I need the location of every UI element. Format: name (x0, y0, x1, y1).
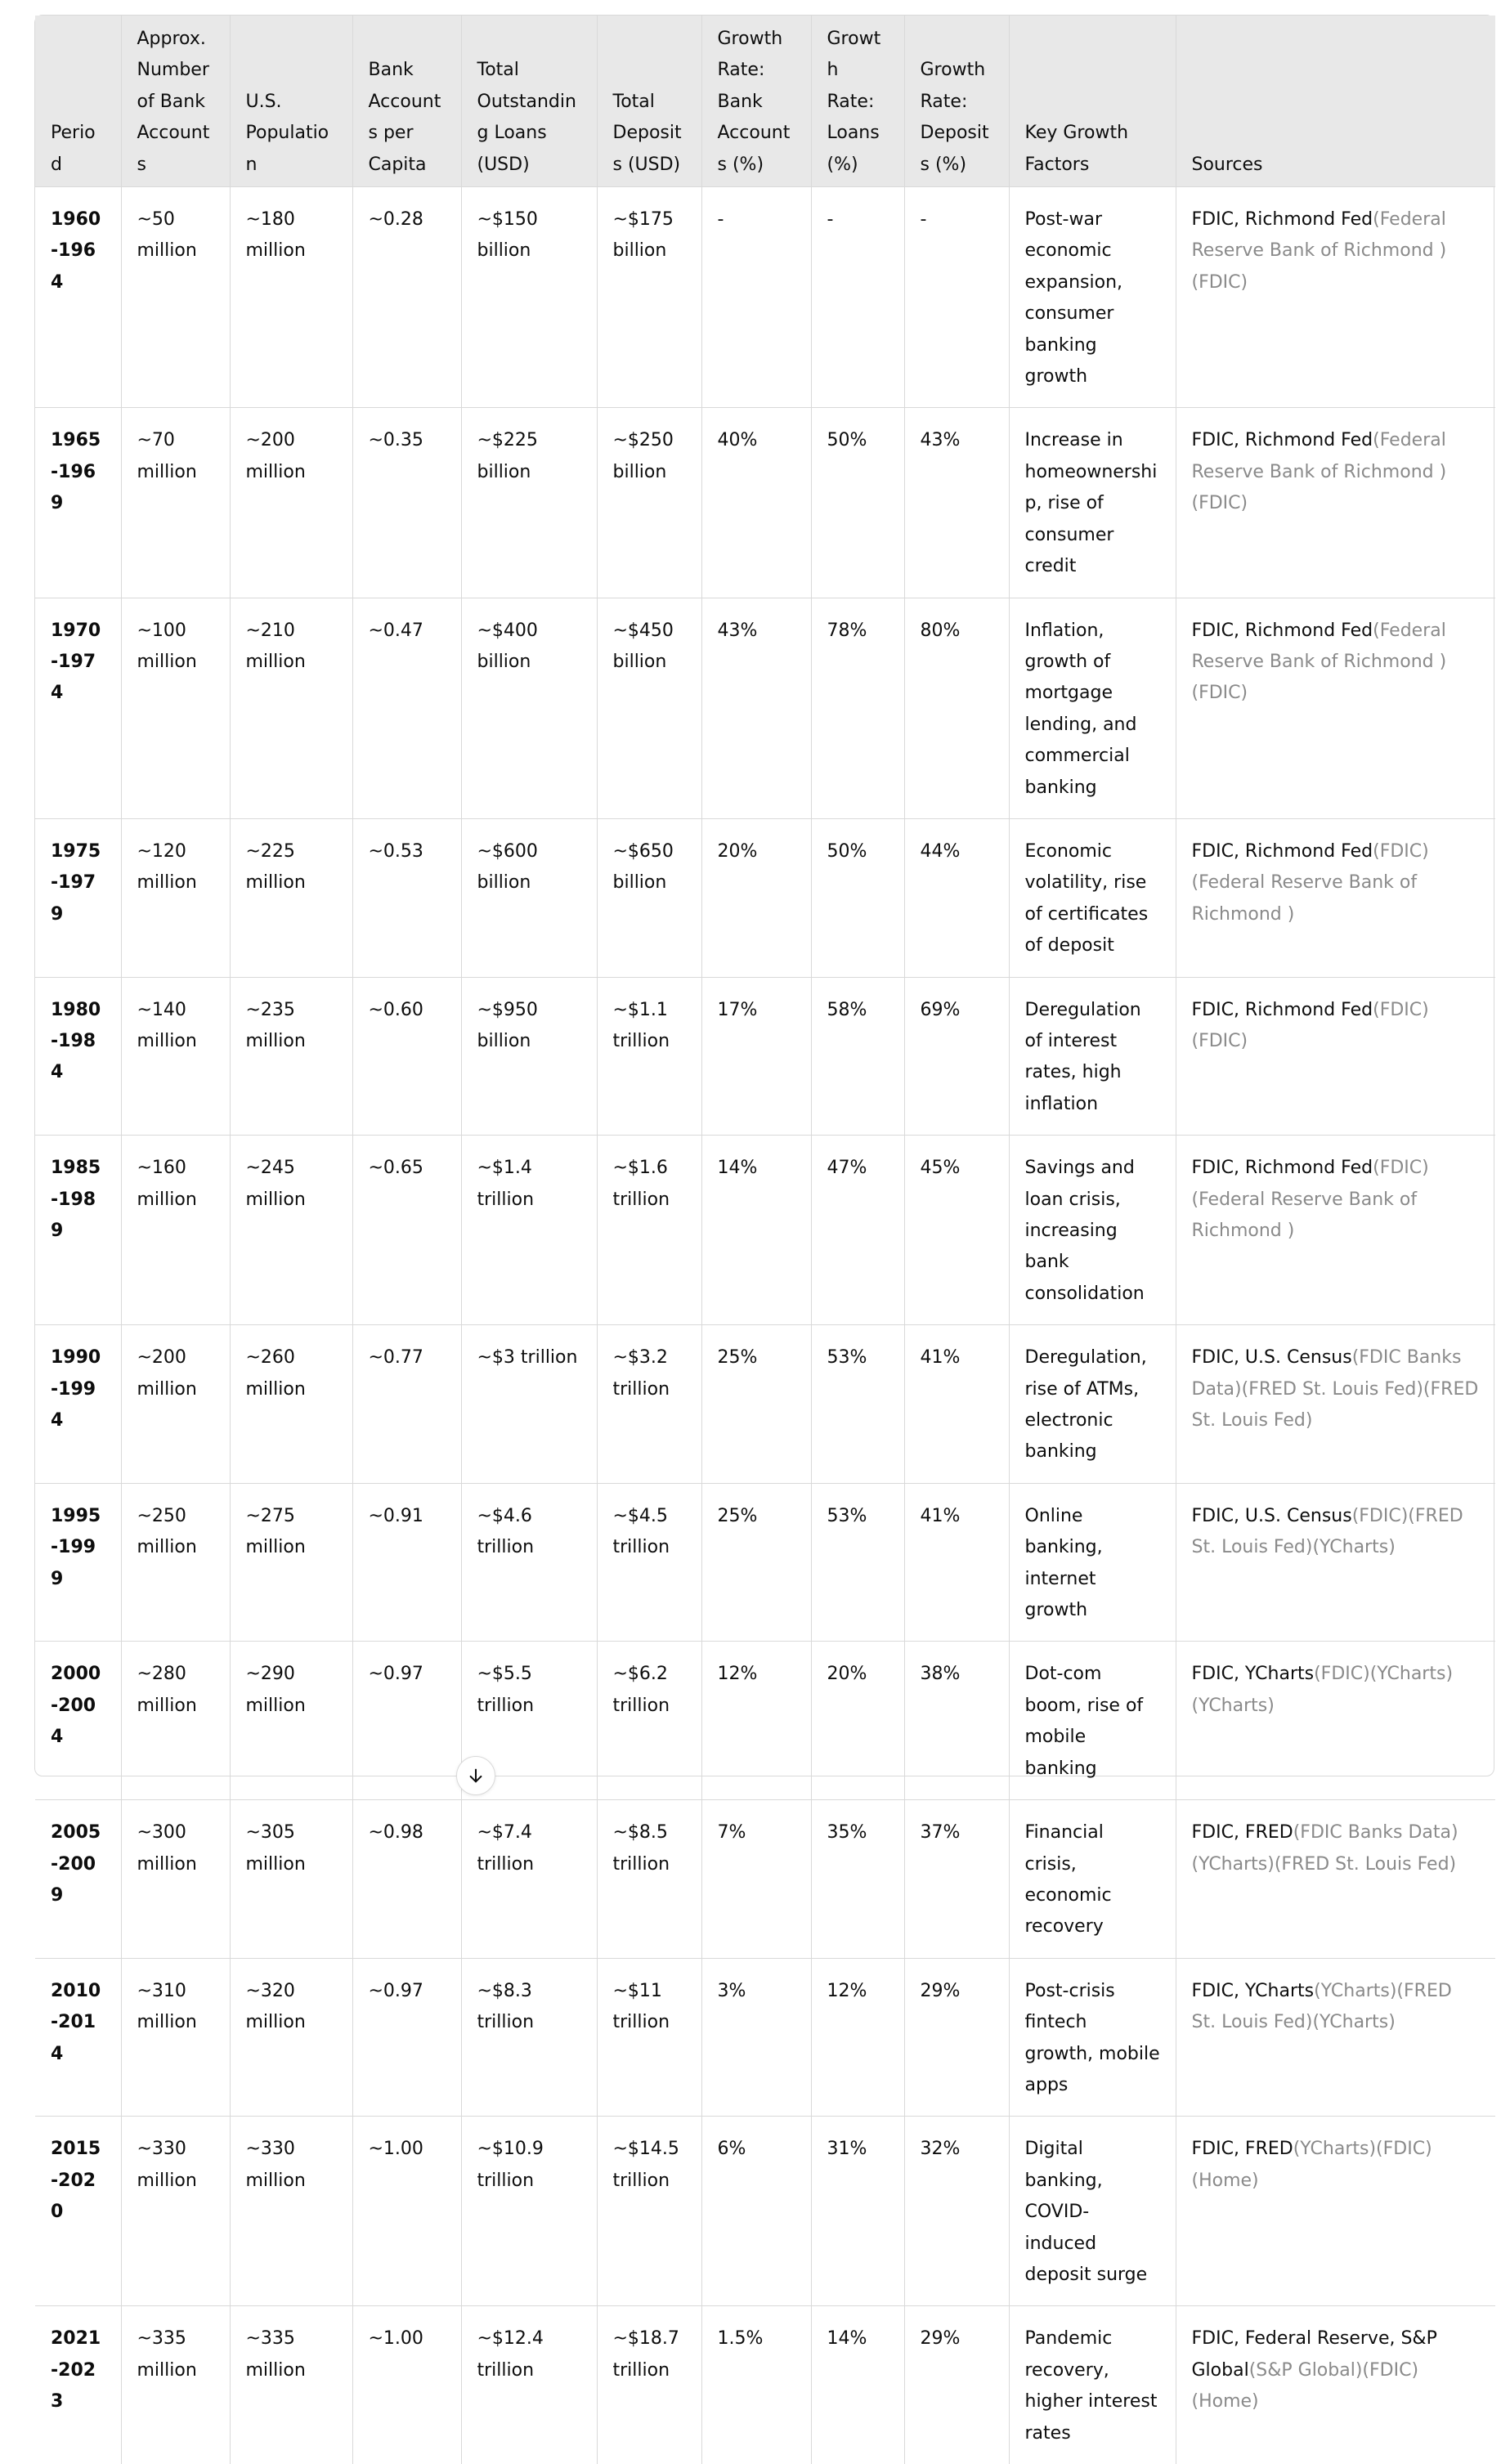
cell-period: 2005-2009 (35, 1800, 121, 1959)
source-name: FDIC, FRED (1191, 1822, 1293, 1844)
col-header-growth-accounts: Growth Rate: Bank Accounts (%) (701, 16, 811, 187)
cell-growth-accounts: 43% (701, 598, 811, 818)
cell-growth-accounts: 1.5% (701, 2306, 811, 2464)
cell-population: ~180 million (230, 187, 352, 408)
table-row (35, 1136, 1495, 1325)
col-header-accounts: Approx. Number of Bank Accounts (121, 16, 230, 187)
cell-sources (1176, 1136, 1495, 1325)
cell-per-capita: ~0.35 (352, 408, 461, 598)
cell-population: ~305 million (230, 1800, 352, 1959)
cell-growth-deposits: 29% (904, 1958, 1009, 2117)
cell-period: 2010-2014 (35, 1958, 121, 2117)
cell-period: 1980-1984 (35, 977, 121, 1136)
source-name: FDIC, Richmond Fed (1191, 840, 1373, 862)
cell-growth-deposits: - (904, 187, 1009, 408)
cell-growth-accounts: 25% (701, 1325, 811, 1484)
cell-growth-accounts: 40% (701, 408, 811, 598)
col-header-growth-deposits: Growth Rate: Deposits (%) (904, 16, 1009, 187)
cell-period: 1960-1964 (35, 187, 121, 408)
source-name: FDIC, Richmond Fed (1191, 209, 1373, 231)
source-name: FDIC, Richmond Fed (1191, 620, 1373, 641)
cell-factors: Inflation, growth of mortgage lending, and commercial banking (1009, 598, 1176, 818)
cell-growth-deposits: 37% (904, 1800, 1009, 1959)
table-row (35, 1642, 1495, 1800)
cell-growth-loans: 50% (811, 818, 904, 977)
source-name: FDIC, U.S. Census (1191, 1347, 1352, 1369)
col-header-deposits: Total Deposits (USD) (597, 16, 701, 187)
source-name: FDIC, FRED (1191, 2139, 1293, 2160)
cell-growth-loans: 14% (811, 2306, 904, 2464)
cell-per-capita: ~0.97 (352, 1642, 461, 1800)
table-row (35, 1325, 1495, 1484)
cell-loans: ~$5.5 trillion (461, 1642, 597, 1800)
cell-sources (1176, 187, 1495, 408)
cell-accounts: ~50 million (121, 187, 230, 408)
cell-period: 1995-1999 (35, 1483, 121, 1642)
cell-sources (1176, 1642, 1495, 1800)
source-name: FDIC, YCharts (1191, 1664, 1315, 1685)
cell-loans: ~$400 billion (461, 598, 597, 818)
cell-growth-accounts: 7% (701, 1800, 811, 1959)
cell-population: ~330 million (230, 2117, 352, 2306)
cell-factors: Economic volatility, rise of certificates of deposit (1009, 818, 1176, 977)
cell-growth-deposits: 32% (904, 2117, 1009, 2306)
cell-loans: ~$12.4 trillion (461, 2306, 597, 2464)
cell-population: ~335 million (230, 2306, 352, 2464)
cell-accounts: ~140 million (121, 977, 230, 1136)
cell-factors: Deregulation of interest rates, high inflation (1009, 977, 1176, 1136)
source-citation-link[interactable]: (Federal Reserve Bank of Richmond )(FDIC) (1191, 209, 1447, 293)
cell-population: ~320 million (230, 1958, 352, 2117)
source-citation-link[interactable]: (YCharts)(FRED St. Louis Fed)(YCharts) (1191, 1980, 1452, 2033)
table-header-row (35, 16, 1495, 187)
cell-growth-deposits: 44% (904, 818, 1009, 977)
cell-accounts: ~250 million (121, 1483, 230, 1642)
cell-growth-loans: 53% (811, 1325, 904, 1484)
source-citation-link[interactable]: (FDIC)(YCharts)(YCharts) (1191, 1664, 1454, 1716)
cell-period: 1965-1969 (35, 408, 121, 598)
cell-per-capita: ~0.98 (352, 1800, 461, 1959)
cell-population: ~210 million (230, 598, 352, 818)
cell-growth-accounts: 12% (701, 1642, 811, 1800)
cell-loans: ~$150 billion (461, 187, 597, 408)
cell-period: 1990-1994 (35, 1325, 121, 1484)
cell-accounts: ~280 million (121, 1642, 230, 1800)
cell-per-capita: ~0.97 (352, 1958, 461, 2117)
cell-deposits: ~$250 billion (597, 408, 701, 598)
cell-sources (1176, 598, 1495, 818)
bank-growth-table (35, 16, 1495, 2464)
cell-sources (1176, 2306, 1495, 2464)
cell-growth-deposits: 41% (904, 1325, 1009, 1484)
cell-period: 1970-1974 (35, 598, 121, 818)
table-row (35, 187, 1495, 408)
cell-deposits: ~$18.7 trillion (597, 2306, 701, 2464)
source-name: FDIC, YCharts (1191, 1980, 1315, 2001)
table-row (35, 1483, 1495, 1642)
cell-deposits: ~$6.2 trillion (597, 1642, 701, 1800)
cell-sources (1176, 2117, 1495, 2306)
source-name: FDIC, Richmond Fed (1191, 999, 1373, 1020)
cell-sources (1176, 1958, 1495, 2117)
scroll-down-button[interactable] (456, 1756, 495, 1795)
cell-accounts: ~70 million (121, 408, 230, 598)
cell-growth-accounts: - (701, 187, 811, 408)
cell-accounts: ~330 million (121, 2117, 230, 2306)
cell-growth-accounts: 20% (701, 818, 811, 977)
cell-per-capita: ~1.00 (352, 2306, 461, 2464)
cell-per-capita: ~0.91 (352, 1483, 461, 1642)
table-row (35, 598, 1495, 818)
cell-population: ~200 million (230, 408, 352, 598)
cell-factors: Digital banking, COVID-induced deposit surge (1009, 2117, 1176, 2306)
cell-growth-loans: - (811, 187, 904, 408)
cell-growth-deposits: 29% (904, 2306, 1009, 2464)
cell-population: ~260 million (230, 1325, 352, 1484)
cell-per-capita: ~0.60 (352, 977, 461, 1136)
cell-per-capita: ~0.47 (352, 598, 461, 818)
cell-growth-loans: 31% (811, 2117, 904, 2306)
cell-factors: Post-war economic expansion, consumer banking growth (1009, 187, 1176, 408)
cell-growth-deposits: 43% (904, 408, 1009, 598)
cell-growth-deposits: 45% (904, 1136, 1009, 1325)
cell-factors: Deregulation, rise of ATMs, electronic banking (1009, 1325, 1176, 1484)
cell-accounts: ~200 million (121, 1325, 230, 1484)
cell-sources (1176, 1800, 1495, 1959)
source-citation-link[interactable]: (YCharts)(FDIC)(Home) (1191, 2139, 1432, 2191)
cell-loans: ~$8.3 trillion (461, 1958, 597, 2117)
cell-factors: Savings and loan crisis, increasing bank consolidation (1009, 1136, 1176, 1325)
cell-growth-deposits: 80% (904, 598, 1009, 818)
source-citation-link[interactable]: (Federal Reserve Bank of Richmond )(FDIC) (1191, 430, 1447, 514)
source-citation-link[interactable]: (Federal Reserve Bank of Richmond )(FDIC) (1191, 620, 1447, 704)
cell-loans: ~$10.9 trillion (461, 2117, 597, 2306)
cell-deposits: ~$4.5 trillion (597, 1483, 701, 1642)
cell-period: 1985-1989 (35, 1136, 121, 1325)
cell-deposits: ~$175 billion (597, 187, 701, 408)
source-citation-link[interactable]: (FDIC Banks Data)(YCharts)(FRED St. Louis Fed) (1191, 1822, 1458, 1875)
cell-factors: Increase in homeownership, rise of consumer credit (1009, 408, 1176, 598)
arrow-down-icon (467, 1767, 485, 1785)
cell-growth-loans: 53% (811, 1483, 904, 1642)
cell-growth-loans: 20% (811, 1642, 904, 1800)
table-row (35, 408, 1495, 598)
cell-growth-loans: 47% (811, 1136, 904, 1325)
cell-loans: ~$950 billion (461, 977, 597, 1136)
cell-factors: Post-crisis fintech growth, mobile apps (1009, 1958, 1176, 2117)
cell-per-capita: ~0.77 (352, 1325, 461, 1484)
cell-population: ~225 million (230, 818, 352, 977)
cell-deposits: ~$11 trillion (597, 1958, 701, 2117)
source-citation-link[interactable]: (S&P Global)(FDIC)(Home) (1191, 2359, 1419, 2412)
cell-deposits: ~$1.1 trillion (597, 977, 701, 1136)
cell-growth-accounts: 6% (701, 2117, 811, 2306)
cell-period: 2021-2023 (35, 2306, 121, 2464)
cell-growth-accounts: 17% (701, 977, 811, 1136)
cell-deposits: ~$14.5 trillion (597, 2117, 701, 2306)
col-header-sources: Sources (1176, 16, 1495, 187)
col-header-factors: Key Growth Factors (1009, 16, 1176, 187)
source-name: FDIC, Richmond Fed (1191, 430, 1373, 451)
table-row (35, 1958, 1495, 2117)
cell-deposits: ~$650 billion (597, 818, 701, 977)
table-body (35, 187, 1495, 2464)
cell-accounts: ~160 million (121, 1136, 230, 1325)
cell-loans: ~$1.4 trillion (461, 1136, 597, 1325)
cell-population: ~235 million (230, 977, 352, 1136)
cell-factors: Pandemic recovery, higher interest rates (1009, 2306, 1176, 2464)
table-row (35, 2117, 1495, 2306)
cell-deposits: ~$3.2 trillion (597, 1325, 701, 1484)
col-header-loans: Total Outstanding Loans (USD) (461, 16, 597, 187)
cell-accounts: ~300 million (121, 1800, 230, 1959)
table-row (35, 2306, 1495, 2464)
table-row (35, 1800, 1495, 1959)
cell-sources (1176, 1483, 1495, 1642)
cell-population: ~245 million (230, 1136, 352, 1325)
cell-deposits: ~$450 billion (597, 598, 701, 818)
cell-deposits: ~$1.6 trillion (597, 1136, 701, 1325)
cell-sources (1176, 1325, 1495, 1484)
cell-sources (1176, 408, 1495, 598)
data-table-container (34, 15, 1494, 2444)
source-citation-link[interactable]: (FDIC)(Federal Reserve Bank of Richmond ) (1191, 1158, 1429, 1241)
cell-growth-loans: 35% (811, 1800, 904, 1959)
cell-population: ~290 million (230, 1642, 352, 1800)
cell-per-capita: ~0.53 (352, 818, 461, 977)
cell-loans: ~$225 billion (461, 408, 597, 598)
source-name: FDIC, U.S. Census (1191, 1505, 1352, 1526)
cell-growth-loans: 58% (811, 977, 904, 1136)
cell-growth-loans: 50% (811, 408, 904, 598)
source-citation-link[interactable]: (FDIC)(FDIC) (1191, 999, 1429, 1051)
cell-factors: Online banking, internet growth (1009, 1483, 1176, 1642)
source-citation-link[interactable]: (FDIC)(FRED St. Louis Fed)(YCharts) (1191, 1505, 1463, 1558)
cell-growth-deposits: 69% (904, 977, 1009, 1136)
cell-sources (1176, 818, 1495, 977)
cell-factors: Financial crisis, economic recovery (1009, 1800, 1176, 1959)
cell-accounts: ~310 million (121, 1958, 230, 2117)
cell-loans: ~$4.6 trillion (461, 1483, 597, 1642)
cell-deposits: ~$8.5 trillion (597, 1800, 701, 1959)
col-header-growth-loans: Growth Rate: Loans (%) (811, 16, 904, 187)
cell-accounts: ~120 million (121, 818, 230, 977)
cell-period: 2015-2020 (35, 2117, 121, 2306)
col-header-population: U.S. Population (230, 16, 352, 187)
cell-per-capita: ~1.00 (352, 2117, 461, 2306)
table-row (35, 818, 1495, 977)
cell-accounts: ~100 million (121, 598, 230, 818)
cell-population: ~275 million (230, 1483, 352, 1642)
col-header-per-capita: Bank Accounts per Capita (352, 16, 461, 187)
cell-growth-deposits: 41% (904, 1483, 1009, 1642)
cell-period: 2000-2004 (35, 1642, 121, 1800)
source-citation-link[interactable]: (FDIC)(Federal Reserve Bank of Richmond ) (1191, 840, 1429, 925)
cell-period: 1975-1979 (35, 818, 121, 977)
cell-growth-loans: 78% (811, 598, 904, 818)
cell-growth-accounts: 25% (701, 1483, 811, 1642)
cell-growth-accounts: 14% (701, 1136, 811, 1325)
cell-loans: ~$7.4 trillion (461, 1800, 597, 1959)
cell-loans: ~$600 billion (461, 818, 597, 977)
cell-loans: ~$3 trillion (461, 1325, 597, 1484)
cell-factors: Dot-com boom, rise of mobile banking (1009, 1642, 1176, 1800)
table-row (35, 977, 1495, 1136)
cell-per-capita: ~0.65 (352, 1136, 461, 1325)
col-header-period: Period (35, 16, 121, 187)
cell-growth-accounts: 3% (701, 1958, 811, 2117)
source-name: FDIC, Richmond Fed (1191, 1158, 1373, 1179)
cell-growth-deposits: 38% (904, 1642, 1009, 1800)
source-name: FDIC, Federal Reserve, S&P Global (1191, 2328, 1437, 2381)
cell-accounts: ~335 million (121, 2306, 230, 2464)
cell-growth-loans: 12% (811, 1958, 904, 2117)
cell-per-capita: ~0.28 (352, 187, 461, 408)
source-citation-link[interactable]: (FDIC Banks Data)(FRED St. Louis Fed)(FRED St. Louis Fed) (1191, 1347, 1479, 1431)
cell-sources (1176, 977, 1495, 1136)
